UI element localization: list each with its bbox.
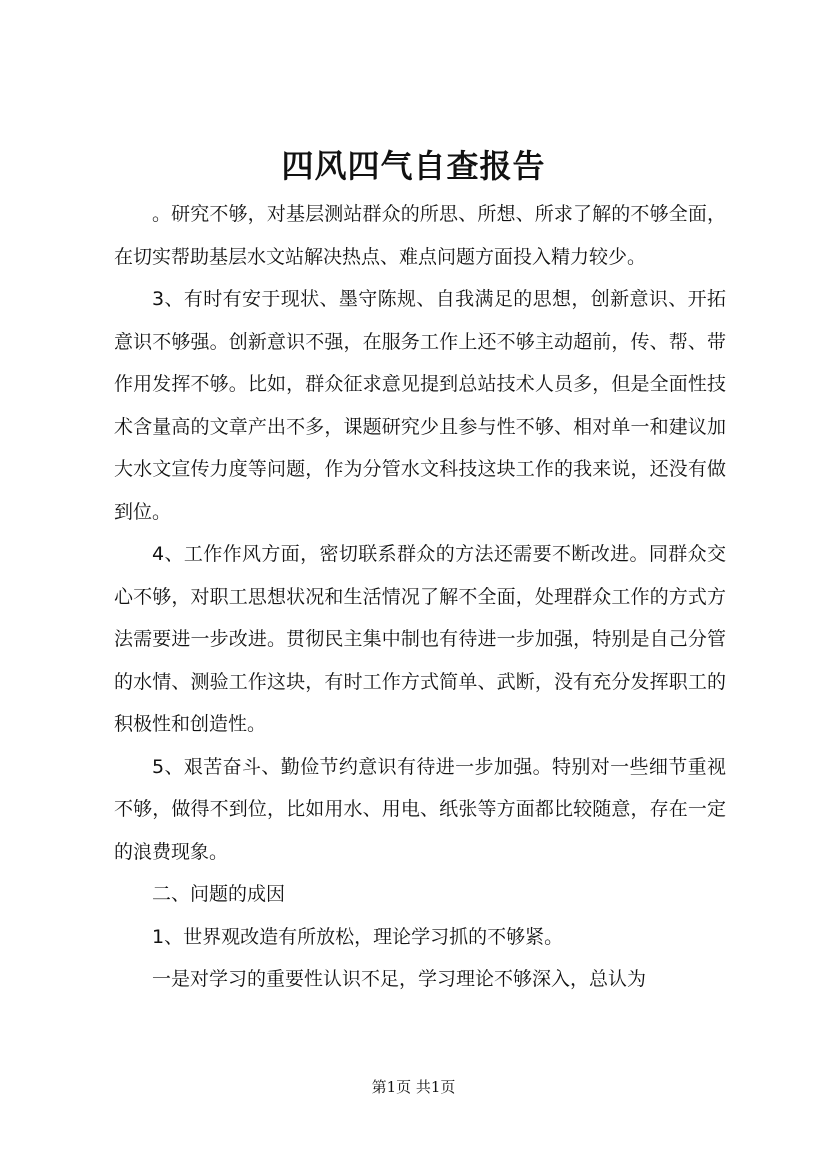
paragraph-frugality: 5、艰苦奋斗、勤俭节约意识有待进一步加强。特别对一些细节重视不够，做得不到位，比如用水、用电、纸张等方面都比较随意，存在一定的浪费现象。	[114, 755, 726, 863]
paragraph-study: 一是对学习的重要性认识不足，学习理论不够深入，总认为	[152, 968, 647, 990]
section-heading-causes: 二、问题的成因	[152, 883, 286, 905]
paragraph-research: 。研究不够，对基层测站群众的所思、所想、所求了解的不够全面，在切实帮助基层水文站解决热点、难点问题方面投入精力较少。	[114, 203, 726, 268]
document-body	[114, 193, 726, 1001]
paragraph-innovation: 3、有时有安于现状、墨守陈规、自我满足的思想，创新意识、开拓意识不够强。创新意识不强，在服务工作上还不够主动超前，传、帮、带作用发挥不够。比如，群众征求意见提到总站技术人员多，但是全面性技术含量高的文章产出不多，课题研究少且参与性不够、相对单一和建议加大水文宣传力度等问题，作为分管水文科技这块工作的我来说，还没有做到位。	[114, 288, 726, 523]
paragraph-worldview: 1、世界观改造有所放松，理论学习抓的不够紧。	[152, 925, 564, 948]
document-title: 四风四气自查报告	[281, 147, 546, 185]
page-footer: 第1页 共1页	[371, 1078, 456, 1096]
paragraph-work-style: 4、工作作风方面，密切联系群众的方法还需要不断改进。同群众交心不够，对职工思想状况和生活情况了解不全面，处理群众工作的方式方法需要进一步改进。贯彻民主集中制也有待进一步加强，特别是自己分管的水情、测验工作这块，有时工作方式简单、武断，没有充分发挥职工的积极性和创造性。	[114, 543, 726, 735]
